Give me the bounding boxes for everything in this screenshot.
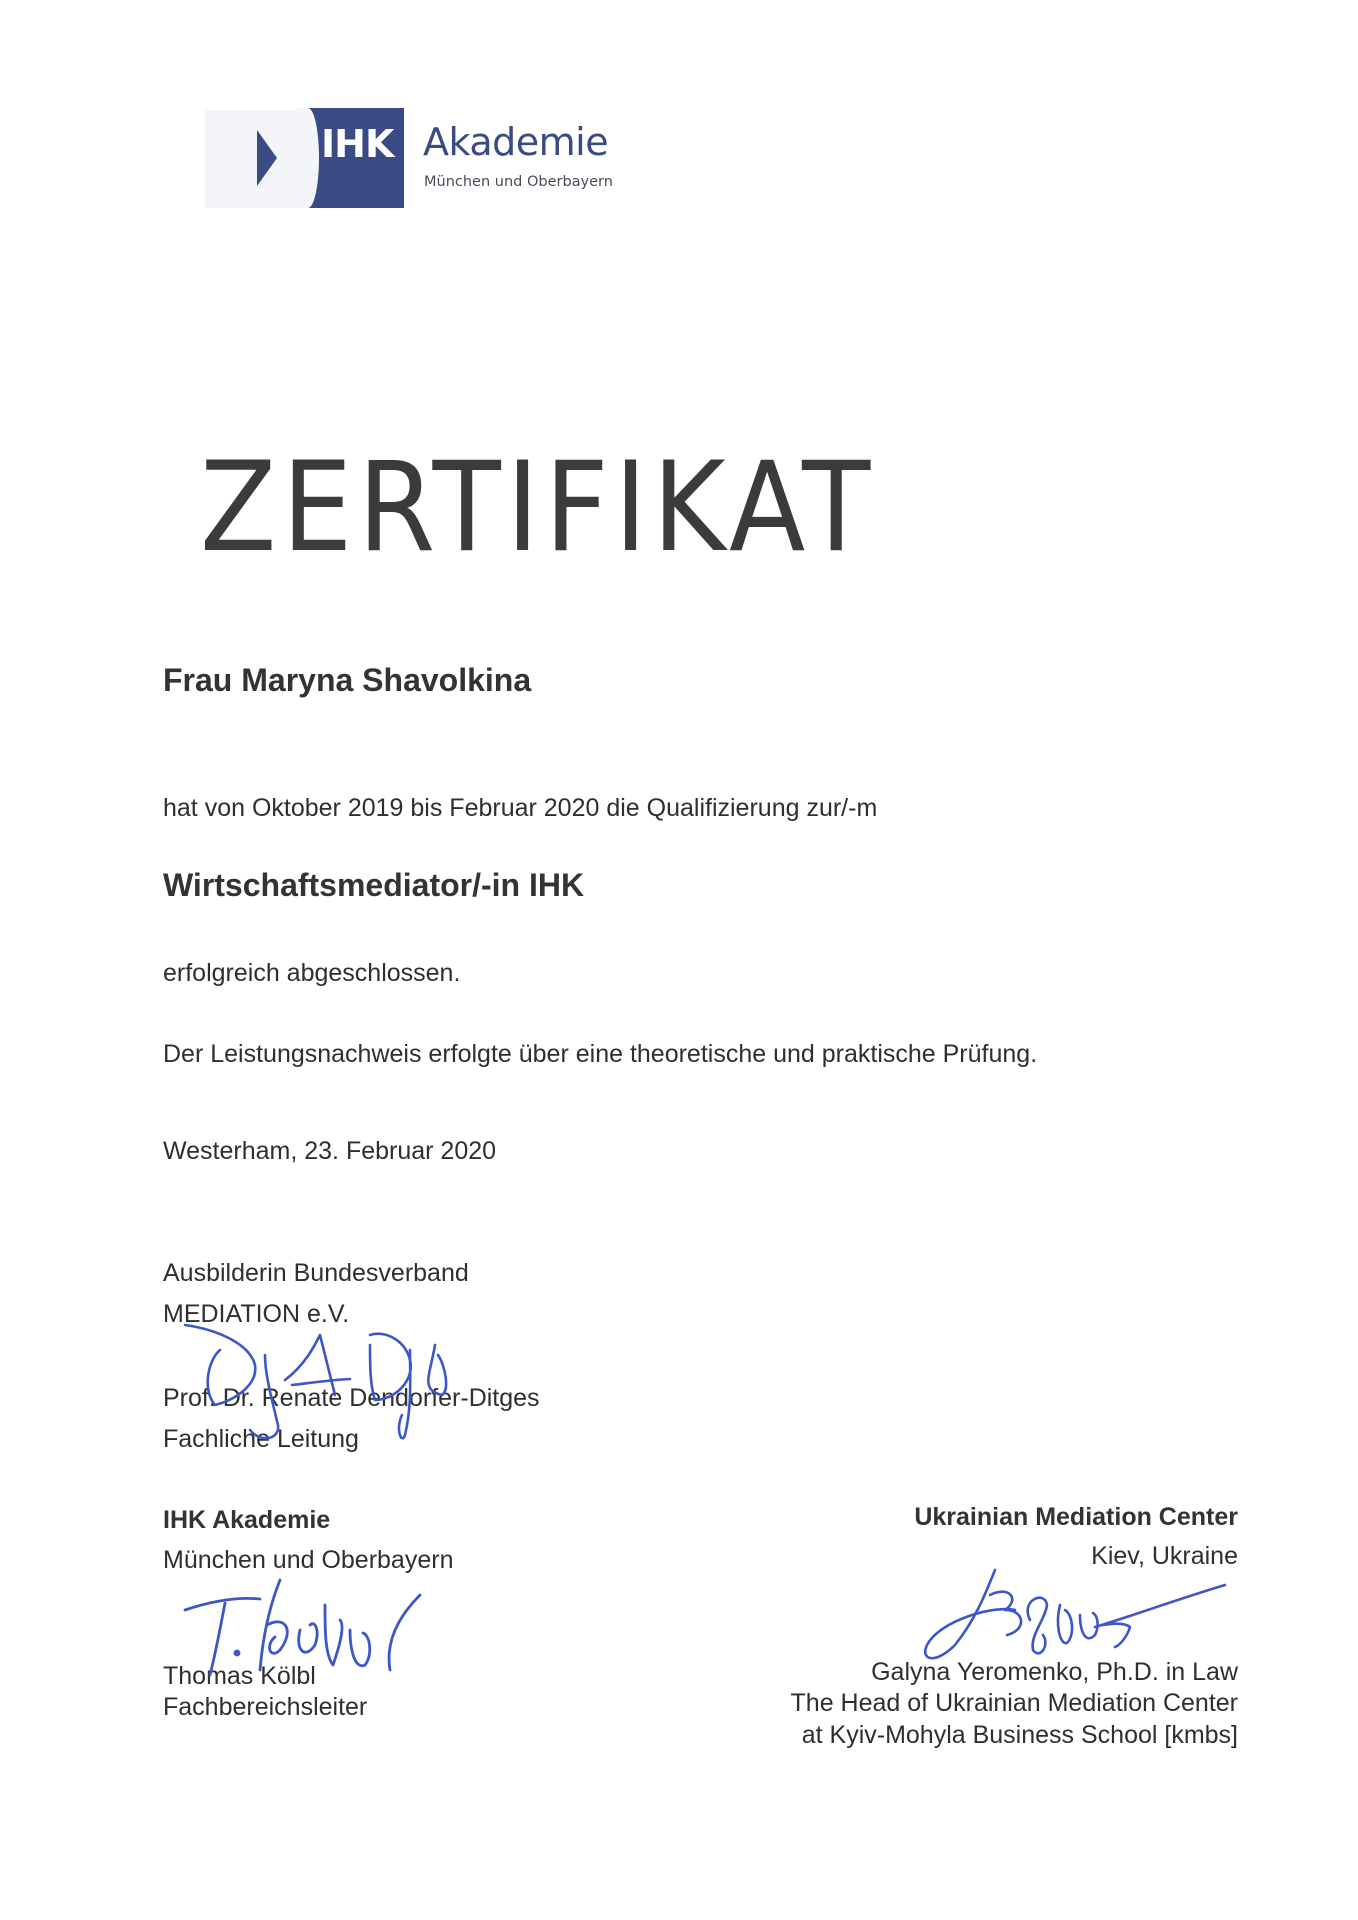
recipient-name: Frau Maryna Shavolkina [163, 662, 532, 698]
right-signatory-org: Ukrainian Mediation Center [914, 1503, 1238, 1531]
left-signatory-org: IHK Akademie [163, 1506, 331, 1534]
logo-subtitle: München und Oberbayern [424, 174, 613, 190]
left-signatory-org-sub: München und Oberbayern [163, 1546, 454, 1574]
trainer-signature [180, 1305, 480, 1445]
statement-line: hat von Oktober 2019 bis Februar 2020 die Qualifizierung zur/-m [163, 794, 878, 822]
right-signatory-role-line1: The Head of Ukrainian Mediation Center [790, 1689, 1238, 1717]
completion-line: erfolgreich abgeschlossen. [163, 959, 461, 987]
left-signatory-name: Thomas Kölbl [163, 1662, 316, 1690]
right-signatory-org-sub: Kiev, Ukraine [1091, 1542, 1238, 1570]
logo-arrow-icon [257, 130, 277, 186]
trainer-org-line1: Ausbilderin Bundesverband [163, 1259, 469, 1287]
left-signatory-role: Fachbereichsleiter [163, 1693, 368, 1721]
ihk-akademie-logo [205, 108, 635, 212]
right-signature [915, 1565, 1235, 1675]
logo-name: Akademie [423, 120, 609, 164]
trainer-name: Prof. Dr. Renate Dendorfer-Ditges [163, 1384, 540, 1412]
logo-curve [297, 108, 319, 208]
trainer-org-line2: MEDIATION e.V. [163, 1300, 350, 1328]
logo-fade-band [205, 110, 305, 208]
logo-mark: IHK [321, 122, 394, 166]
right-signatory-name: Galyna Yeromenko, Ph.D. in Law [871, 1658, 1238, 1686]
trainer-role: Fachliche Leitung [163, 1425, 359, 1453]
right-signatory-role-line2: at Kyiv-Mohyla Business School [kmbs] [801, 1721, 1238, 1749]
qualification-title: Wirtschaftsmediator/-in IHK [163, 867, 585, 903]
certificate-title: ZERTIFIKAT [200, 436, 876, 580]
place-date: Westerham, 23. Februar 2020 [163, 1137, 497, 1165]
assessment-line: Der Leistungsnachweis erfolgte über eine theoretische und praktische Prüfung. [163, 1040, 1038, 1068]
